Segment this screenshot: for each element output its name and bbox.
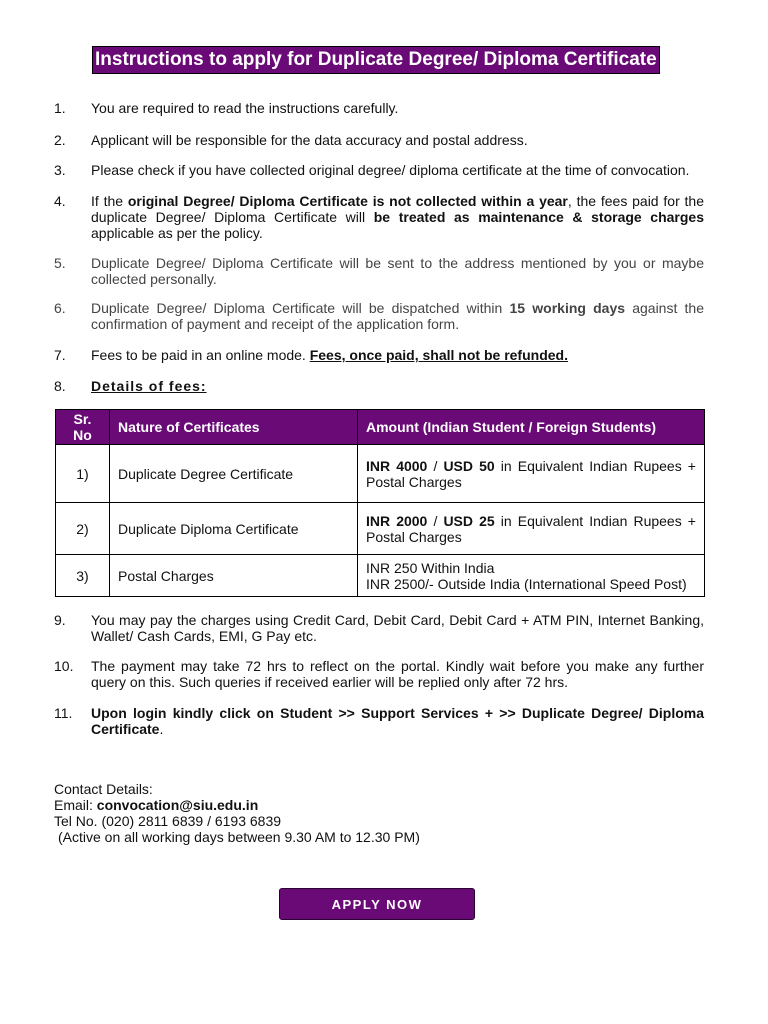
table-row (56, 445, 705, 503)
item-text (91, 300, 704, 332)
text-run: USD 50 (443, 457, 495, 474)
item-number: 4. (54, 193, 66, 209)
item-text (91, 162, 704, 178)
text-run: Duplicate Degree/ Diploma Certificate will be dispatched within (91, 300, 510, 316)
text-run: applicable as per the policy. (91, 225, 263, 241)
amount-text (366, 458, 696, 490)
text-run: If the (91, 193, 128, 209)
text-run: . (159, 721, 164, 737)
text-run: in Equivalent Indian Rupees + Postal Charges (366, 457, 696, 490)
text-run: You are required to read the instructions carefully. (91, 100, 399, 116)
text-run: Upon login kindly click on Student >> Support Services + >> Duplicate Degree/ Diploma Certificate (91, 705, 704, 737)
amount-text (366, 513, 696, 545)
item-number: 1. (54, 100, 66, 116)
item-text (91, 100, 704, 116)
item-text (91, 705, 704, 737)
text-run: against the confirmation of payment and receipt of the application form. (91, 300, 704, 332)
item-number: 11. (54, 705, 73, 721)
text-run: be treated as maintenance & storage charges (373, 209, 705, 225)
text-run: Fees, once paid, shall not be refunded. (309, 347, 568, 363)
text-run: in Equivalent Indian Rupees + Postal Charges (366, 512, 696, 545)
text-run: / (427, 512, 444, 529)
apply-now-button[interactable]: APPLY NOW (279, 888, 475, 920)
table-row (56, 555, 705, 597)
column-header-amount: Amount (Indian Student / Foreign Students) (358, 410, 705, 445)
item-number: 6. (54, 300, 66, 316)
text-run: Details of fees: (91, 378, 207, 394)
cell-amount (358, 445, 705, 503)
item-text (91, 193, 704, 241)
item-number: 7. (54, 347, 66, 363)
cell-sr-no: 3) (56, 555, 110, 597)
page-title: Instructions to apply for Duplicate Degree/ Diploma Certificate (92, 46, 660, 74)
item-text (91, 658, 704, 690)
table-header-row (56, 410, 705, 445)
item-number: 3. (54, 162, 66, 178)
item-number: 2. (54, 132, 66, 148)
text-run: Duplicate Degree/ Diploma Certificate will be sent to the address mentioned by you or maybe collected personally. (91, 255, 704, 287)
contact-heading: Contact Details: (54, 781, 153, 797)
contact-hours: (Active on all working days between 9.30 AM to 12.30 PM) (58, 829, 420, 845)
cell-sr-no: 1) (56, 445, 110, 503)
text-run: , the fees paid for the duplicate Degree/ Diploma Certificate will (91, 193, 705, 225)
column-header-nature: Nature of Certificates (110, 410, 358, 445)
cell-nature: Postal Charges (110, 555, 358, 597)
item-number: 8. (54, 378, 66, 394)
item-number: 10. (54, 658, 74, 674)
amount-line-india: INR 250 Within India (366, 559, 495, 576)
email-label: Email: (54, 797, 97, 813)
cell-nature: Duplicate Degree Certificate (110, 445, 358, 503)
text-run: Fees to be paid in an online mode. (91, 347, 310, 363)
text-run: The payment may take 72 hrs to reflect on the portal. Kindly wait before you make any further query on this. Such queries if received earlier will be replied only after 72 hrs. (91, 658, 704, 690)
email-link[interactable]: convocation@siu.edu.in (96, 797, 259, 813)
text-run: / (427, 457, 444, 474)
item-number: 5. (54, 255, 66, 271)
table-row (56, 503, 705, 555)
item-text (91, 132, 704, 148)
contact-phone: Tel No. (020) 2811 6839 / 6193 6839 (54, 813, 282, 829)
item-number: 9. (54, 612, 66, 628)
contact-details (54, 781, 420, 845)
cell-amount (358, 555, 705, 597)
amount-line-outside-india: INR 2500/- Outside India (International Speed Post) (366, 575, 687, 592)
text-run: original Degree/ Diploma Certificate is not collected within a year (127, 193, 568, 209)
text-run: 15 working days (509, 300, 626, 316)
item-text (91, 612, 704, 644)
cell-amount (358, 503, 705, 555)
text-run: Please check if you have collected original degree/ diploma certificate at the time of convocation. (91, 162, 690, 178)
fees-table (55, 409, 705, 597)
text-run: USD 25 (443, 512, 495, 529)
fees-heading (91, 378, 704, 394)
column-header-sr-no: Sr. No (56, 410, 110, 445)
cell-nature: Duplicate Diploma Certificate (110, 503, 358, 555)
contact-email-line (54, 797, 420, 813)
item-text (91, 255, 704, 287)
item-text (91, 347, 704, 363)
text-run: INR 4000 (366, 457, 428, 474)
text-run: INR 2000 (366, 512, 428, 529)
text-run: You may pay the charges using Credit Card, Debit Card, Debit Card + ATM PIN, Internet Banking, Wallet/ Cash Cards, EMI, G Pay etc. (91, 612, 704, 644)
cell-sr-no: 2) (56, 503, 110, 555)
text-run: Applicant will be responsible for the data accuracy and postal address. (91, 132, 528, 148)
